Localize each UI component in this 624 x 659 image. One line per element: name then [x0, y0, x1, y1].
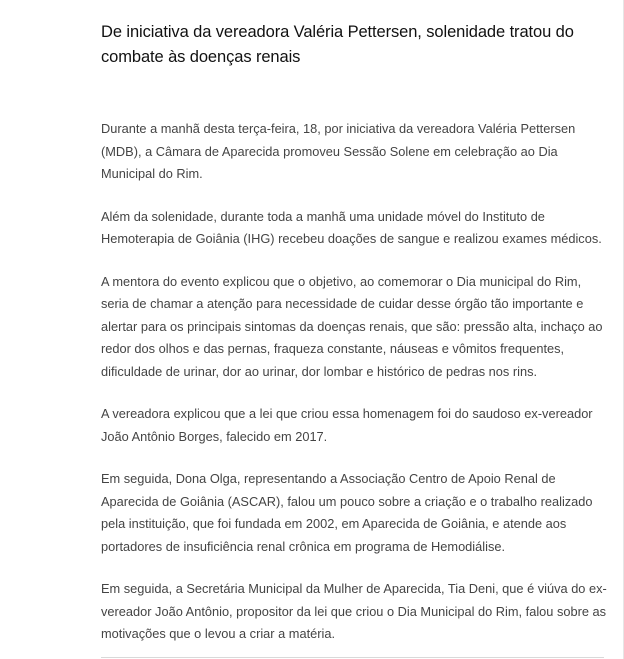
article-paragraph: Em seguida, a Secretária Municipal da Mulher de Aparecida, Tia Deni, que é viúva do ex-vereador João Antônio, propositor da lei que criou o Dia Municipal do Rim, falou sobre as motivações que o levou a criar a matéria. — [101, 581, 607, 641]
article-paragraph: Durante a manhã desta terça-feira, 18, por iniciativa da vereadora Valéria Pettersen (MDB), a Câmara de Aparecida promoveu Sessão Solene em celebração ao Dia Municipal do Rim. — [101, 121, 576, 181]
article-paragraph: A mentora do evento explicou que o objetivo, ao comemorar o Dia municipal do Rim, seria de chamar a atenção para necessidade de cuidar desse órgão tão importante e alertar para os principais sintomas da doenças renais, que são: pressão alta, inchaço ao redor dos olhos e das pernas, fraqueza constante, náuseas e vômitos frequentes, dificuldade de urinar, dor ao urinar, dor lombar e histórico de pedras nos rins. — [101, 273, 603, 379]
article-body — [101, 118, 611, 646]
article-content — [101, 20, 611, 659]
section-divider — [101, 657, 604, 658]
article-headline: De iniciativa da vereadora Valéria Pettersen, solenidade tratou do combate às doenças renais — [101, 23, 574, 66]
article-paragraph: A vereadora explicou que a lei que criou essa homenagem foi do saudoso ex-vereador João Antônio Borges, falecido em 2017. — [101, 406, 593, 444]
article-paragraph: Além da solenidade, durante toda a manhã uma unidade móvel do Instituto de Hemoterapia de Goiânia (IHG) recebeu doações de sangue e realizou exames médicos. — [101, 208, 602, 246]
article-paragraph: Em seguida, Dona Olga, representando a Associação Centro de Apoio Renal de Aparecida de Goiânia (ASCAR), falou um pouco sobre a criação e o trabalho realizado pela instituição, que foi fundada em 2002, em Aparecida de Goiânia, e atende aos portadores de insuficiência renal crônica em programa de Hemodiálise. — [101, 471, 593, 554]
